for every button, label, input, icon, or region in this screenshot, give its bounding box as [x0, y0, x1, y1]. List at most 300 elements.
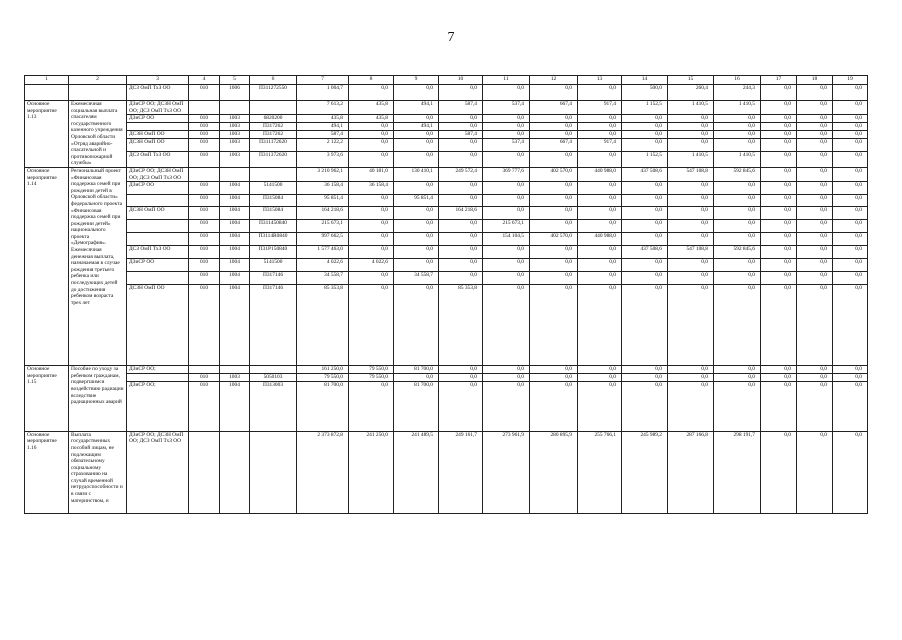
- cell-amount: 0,0: [394, 233, 439, 246]
- cell-amount: 0,0: [761, 130, 797, 138]
- column-header: 5: [220, 76, 250, 85]
- cell-amount: 287 166,8: [668, 431, 714, 513]
- cell-amount: 0,0: [668, 374, 714, 382]
- cell-amount: 547 108,8: [668, 167, 714, 181]
- cell-amount: 0,0: [530, 285, 578, 366]
- cell-amount: 0,0: [578, 123, 622, 131]
- cell-amount: 997 662,5: [297, 233, 349, 246]
- cell-amount: 0,0: [761, 85, 797, 101]
- cell-amount: 0,0: [530, 182, 578, 195]
- cell-code-section: 1004: [220, 182, 250, 195]
- cell-amount: 0,0: [833, 220, 868, 233]
- cell-amount: 0,0: [714, 207, 761, 220]
- cell-amount: 402 570,0: [530, 233, 578, 246]
- cell-amount: 0,0: [349, 151, 394, 167]
- cell-amount: 0,0: [622, 233, 668, 246]
- cell-amount: 0,0: [761, 207, 797, 220]
- cell-amount: 0,0: [797, 182, 833, 195]
- cell-amount: 435,8: [297, 115, 349, 123]
- cell-amount: 0,0: [439, 220, 483, 233]
- cell-amount: 0,0: [622, 195, 668, 207]
- cell-amount: 435,8: [349, 101, 394, 115]
- cell-amount: 592 845,6: [714, 246, 761, 259]
- cell-amount: 0,0: [349, 272, 394, 285]
- cell-executor: ДЗиСР ОО; ДСЗН ОмП ОО; ДСЗ ОмП ТхЗ ОО: [127, 101, 189, 115]
- column-header: 1: [25, 76, 69, 85]
- cell-code-grbs: [189, 101, 220, 115]
- cell-code-grbs: 010: [189, 220, 220, 233]
- cell-amount: 0,0: [797, 123, 833, 131]
- cell-amount: 298 191,7: [714, 431, 761, 513]
- cell-code-target: П313003: [250, 381, 297, 431]
- cell-amount: 0,0: [439, 246, 483, 259]
- cell-amount: 0,0: [483, 195, 530, 207]
- table-row: [25, 115, 868, 123]
- cell-amount: 0,0: [797, 246, 833, 259]
- cell-code-grbs: [189, 431, 220, 513]
- cell-amount: 241 250,0: [349, 431, 394, 513]
- cell-code-target: П317146: [250, 272, 297, 285]
- cell-amount: 0,0: [578, 272, 622, 285]
- cell-amount: 0,0: [622, 130, 668, 138]
- cell-amount: 0,0: [530, 246, 578, 259]
- cell-code-target: 5050103: [250, 374, 297, 382]
- cell-code-grbs: 010: [189, 130, 220, 138]
- cell-amount: 0,0: [578, 207, 622, 220]
- cell-amount: 0,0: [761, 195, 797, 207]
- cell-code-section: 1004: [220, 285, 250, 366]
- cell-amount: 0,0: [483, 259, 530, 272]
- cell-code-target: [250, 366, 297, 374]
- cell-code-grbs: [189, 366, 220, 374]
- cell-amount: 0,0: [797, 115, 833, 123]
- cell-amount: 0,0: [761, 285, 797, 366]
- cell-executor: [127, 220, 189, 233]
- cell-executor: ДЗиСР ОО: [127, 182, 189, 195]
- cell-amount: 0,0: [668, 366, 714, 374]
- cell-amount: 79 550,0: [349, 374, 394, 382]
- cell-amount: 0,0: [833, 285, 868, 366]
- cell-amount: 0,0: [797, 195, 833, 207]
- cell-amount: 494,1: [394, 101, 439, 115]
- cell-amount: 0,0: [394, 207, 439, 220]
- cell-event-label: Основное мероприятие 1.14: [25, 167, 69, 365]
- cell-amount: 0,0: [714, 285, 761, 366]
- cell-code-grbs: 010: [189, 272, 220, 285]
- cell-code-target: П311450840: [250, 220, 297, 233]
- cell-amount: 154 104,5: [483, 233, 530, 246]
- cell-amount: 0,0: [578, 374, 622, 382]
- cell-amount: 0,0: [530, 259, 578, 272]
- cell-code-grbs: 010: [189, 123, 220, 131]
- cell-amount: 0,0: [349, 85, 394, 101]
- cell-amount: 0,0: [761, 151, 797, 167]
- cell-amount: 0,0: [349, 130, 394, 138]
- cell-amount: 0,0: [714, 374, 761, 382]
- cell-code-target: 5141500: [250, 259, 297, 272]
- cell-amount: 0,0: [439, 195, 483, 207]
- cell-amount: 587,4: [439, 101, 483, 115]
- table-row: [25, 259, 868, 272]
- cell-amount: 0,0: [439, 381, 483, 431]
- cell-code-grbs: 010: [189, 85, 220, 101]
- cell-amount: 0,0: [530, 130, 578, 138]
- table-row: [25, 138, 868, 151]
- cell-amount: 0,0: [714, 259, 761, 272]
- cell-event-label: Основное мероприятие 1.13: [25, 101, 69, 168]
- cell-code-target: П311372620: [250, 151, 297, 167]
- cell-amount: 0,0: [797, 207, 833, 220]
- column-header: 10: [439, 76, 483, 85]
- cell-amount: 7 613,2: [297, 101, 349, 115]
- cell-amount: 0,0: [797, 101, 833, 115]
- cell-amount: 0,0: [833, 182, 868, 195]
- cell-code-section: 1003: [220, 123, 250, 131]
- cell-amount: 547 108,8: [668, 246, 714, 259]
- cell-amount: 36 158,4: [349, 182, 394, 195]
- cell-code-section: 1003: [220, 374, 250, 382]
- cell-amount: 0,0: [349, 381, 394, 431]
- cell-executor: ДЗиСР ОО: [127, 115, 189, 123]
- cell-amount: 81 700,0: [297, 381, 349, 431]
- cell-code-section: 1004: [220, 381, 250, 431]
- cell-amount: 494,1: [297, 123, 349, 131]
- cell-amount: 437 508,6: [622, 167, 668, 181]
- cell-amount: 3 973,6: [297, 151, 349, 167]
- table-row: [25, 366, 868, 374]
- table-row: [25, 123, 868, 131]
- cell-amount: 0,0: [530, 151, 578, 167]
- page-number: 7: [447, 30, 455, 45]
- cell-amount: 537,4: [483, 101, 530, 115]
- cell-amount: 0,0: [833, 130, 868, 138]
- cell-code-section: 1003: [220, 130, 250, 138]
- table-row: [25, 182, 868, 195]
- cell-amount: 0,0: [833, 195, 868, 207]
- cell-amount: 81 700,0: [394, 366, 439, 374]
- cell-amount: 0,0: [578, 366, 622, 374]
- table-row: [25, 195, 868, 207]
- cell-amount: 0,0: [797, 374, 833, 382]
- cell-amount: 0,0: [714, 233, 761, 246]
- cell-code-target: [250, 167, 297, 181]
- table-row: [25, 130, 868, 138]
- cell-amount: 0,0: [761, 431, 797, 513]
- cell-code-target: 5141500: [250, 182, 297, 195]
- column-header: 12: [530, 76, 578, 85]
- cell-code-grbs: 010: [189, 207, 220, 220]
- cell-amount: 0,0: [622, 259, 668, 272]
- cell-executor: ДСЗН ОмП ОО: [127, 285, 189, 366]
- cell-amount: 0,0: [833, 138, 868, 151]
- cell-amount: 273 961,9: [483, 431, 530, 513]
- cell-amount: 0,0: [714, 220, 761, 233]
- table-row: [25, 431, 868, 513]
- cell-amount: 2 373 872,8: [297, 431, 349, 513]
- cell-amount: 0,0: [578, 259, 622, 272]
- cell-amount: 0,0: [668, 195, 714, 207]
- cell-amount: 0,0: [530, 381, 578, 431]
- cell-code-section: [220, 366, 250, 374]
- cell-code-section: 1004: [220, 233, 250, 246]
- cell-amount: 0,0: [797, 272, 833, 285]
- cell-amount: 0,0: [622, 115, 668, 123]
- cell-description: Ежемесячная социальная выплата спасателям государственного казенного учреждения Орловской области «Отряд аварийно-спасательной и противопожарной службы»: [69, 101, 127, 168]
- cell-amount: 0,0: [622, 366, 668, 374]
- cell-code-grbs: 010: [189, 182, 220, 195]
- cell-code-section: 1004: [220, 220, 250, 233]
- cell-amount: 0,0: [394, 151, 439, 167]
- cell-amount: 0,0: [349, 195, 394, 207]
- cell-amount: 0,0: [668, 207, 714, 220]
- cell-amount: 0,0: [797, 151, 833, 167]
- cell-amount: 0,0: [797, 431, 833, 513]
- cell-amount: 0,0: [622, 138, 668, 151]
- column-header: 9: [394, 76, 439, 85]
- cell-amount: 917,4: [578, 101, 622, 115]
- cell-amount: 0,0: [714, 195, 761, 207]
- cell-code-grbs: 010: [189, 195, 220, 207]
- cell-amount: 0,0: [483, 85, 530, 101]
- cell-amount: 0,0: [483, 381, 530, 431]
- cell-code-target: П317262: [250, 130, 297, 138]
- column-header: 18: [797, 76, 833, 85]
- cell-code-target: [250, 431, 297, 513]
- column-header: 14: [622, 76, 668, 85]
- cell-amount: 0,0: [668, 182, 714, 195]
- cell-amount: 917,4: [578, 138, 622, 151]
- cell-executor: ДСЗН ОмП ОО: [127, 207, 189, 220]
- table-row: [25, 381, 868, 431]
- cell-amount: 0,0: [797, 259, 833, 272]
- column-header: 15: [668, 76, 714, 85]
- cell-amount: 0,0: [530, 374, 578, 382]
- cell-amount: 0,0: [530, 366, 578, 374]
- cell-amount: 0,0: [761, 366, 797, 374]
- cell-amount: 0,0: [714, 130, 761, 138]
- cell-amount: 0,0: [714, 115, 761, 123]
- cell-amount: 0,0: [622, 123, 668, 131]
- column-header: 6: [250, 76, 297, 85]
- cell-amount: 0,0: [714, 272, 761, 285]
- cell-code-target: П317146: [250, 285, 297, 366]
- cell-amount: 0,0: [833, 272, 868, 285]
- cell-amount: 40 181,0: [349, 167, 394, 181]
- cell-amount: 0,0: [797, 366, 833, 374]
- cell-amount: 0,0: [483, 366, 530, 374]
- cell-amount: 0,0: [714, 366, 761, 374]
- cell-amount: 0,0: [797, 233, 833, 246]
- cell-amount: 0,0: [483, 374, 530, 382]
- cell-amount: 2 122,2: [297, 138, 349, 151]
- cell-amount: 0,0: [833, 151, 868, 167]
- cell-amount: 0,0: [833, 381, 868, 431]
- cell-amount: 0,0: [530, 220, 578, 233]
- cell-amount: 437 508,6: [622, 246, 668, 259]
- column-header: 8: [349, 76, 394, 85]
- cell-executor: ДЗиСР ОО; ДСЗН ОмП ОО; ДСЗ ОмП ТхЗ ОО: [127, 431, 189, 513]
- column-header: 19: [833, 76, 868, 85]
- cell-description: Выплата государственных пособий лицам, не подлежащим обязательному социальному страхованию на случай временной нетрудоспособности и в связи с материнством, и: [69, 431, 127, 513]
- cell-amount: 1 410,5: [668, 151, 714, 167]
- cell-code-grbs: 010: [189, 285, 220, 366]
- cell-amount: 0,0: [622, 272, 668, 285]
- table-row: [25, 167, 868, 181]
- cell-amount: 0,0: [394, 220, 439, 233]
- cell-amount: 161 250,0: [297, 366, 349, 374]
- cell-code-grbs: 010: [189, 138, 220, 151]
- cell-amount: 0,0: [483, 115, 530, 123]
- cell-amount: 0,0: [622, 285, 668, 366]
- cell-amount: 0,0: [394, 246, 439, 259]
- cell-amount: 0,0: [833, 233, 868, 246]
- cell-executor: ДЗиСР ОО;: [127, 366, 189, 374]
- cell-amount: 0,0: [394, 374, 439, 382]
- cell-amount: 0,0: [761, 123, 797, 131]
- cell-amount: 4 022,6: [297, 259, 349, 272]
- cell-description: Пособие по уходу за ребенком гражданам, подвергшимся воздействию радиации вследствие радиационных аварий: [69, 366, 127, 432]
- cell-amount: 4 022,6: [349, 259, 394, 272]
- column-header: 4: [189, 76, 220, 85]
- cell-event-label: Основное мероприятие 1.15: [25, 366, 69, 432]
- column-header: 3: [127, 76, 189, 85]
- cell-amount: 587,4: [439, 130, 483, 138]
- cell-amount: 1 004,7: [297, 85, 349, 101]
- cell-amount: 0,0: [761, 220, 797, 233]
- cell-amount: 587,4: [297, 130, 349, 138]
- cell-amount: 0,0: [578, 182, 622, 195]
- column-header: 17: [761, 76, 797, 85]
- cell-amount: 0,0: [714, 381, 761, 431]
- cell-amount: 95 851,4: [394, 195, 439, 207]
- cell-amount: 0,0: [578, 151, 622, 167]
- column-header: 11: [483, 76, 530, 85]
- cell-code-grbs: 010: [189, 115, 220, 123]
- cell-executor: [127, 374, 189, 382]
- cell-amount: 0,0: [833, 207, 868, 220]
- cell-amount: 0,0: [761, 101, 797, 115]
- cell-amount: 244,3: [714, 85, 761, 101]
- cell-amount: 0,0: [833, 259, 868, 272]
- cell-amount: 215 673,1: [297, 220, 349, 233]
- cell-amount: 0,0: [668, 381, 714, 431]
- cell-amount: 0,0: [668, 115, 714, 123]
- cell-amount: 0,0: [622, 220, 668, 233]
- cell-code-grbs: 010: [189, 374, 220, 382]
- cell-amount: 260,4: [668, 85, 714, 101]
- cell-amount: 0,0: [530, 207, 578, 220]
- cell-description: [69, 85, 127, 101]
- cell-code-section: 1004: [220, 195, 250, 207]
- cell-amount: 0,0: [394, 115, 439, 123]
- cell-amount: 0,0: [578, 285, 622, 366]
- cell-code-grbs: 010: [189, 151, 220, 167]
- cell-amount: 1 152,5: [622, 151, 668, 167]
- cell-code-section: 1003: [220, 115, 250, 123]
- cell-code-target: П317262: [250, 123, 297, 131]
- cell-executor: ДСЗН ОмП ОО: [127, 130, 189, 138]
- cell-amount: 215 673,1: [483, 220, 530, 233]
- cell-executor: ДСЗ ОмП ТхЗ ОО: [127, 151, 189, 167]
- cell-code-grbs: 010: [189, 381, 220, 431]
- column-header: 2: [69, 76, 127, 85]
- cell-amount: 36 158,4: [297, 182, 349, 195]
- cell-amount: 0,0: [349, 220, 394, 233]
- cell-amount: 0,0: [833, 115, 868, 123]
- cell-amount: 1 152,5: [622, 101, 668, 115]
- cell-amount: 0,0: [761, 167, 797, 181]
- cell-amount: 0,0: [394, 85, 439, 101]
- cell-amount: 537,4: [483, 138, 530, 151]
- cell-code-target: П311172620: [250, 138, 297, 151]
- table-row: [25, 101, 868, 115]
- cell-amount: 0,0: [714, 182, 761, 195]
- cell-amount: 79 550,0: [349, 366, 394, 374]
- cell-amount: 0,0: [761, 246, 797, 259]
- cell-amount: 0,0: [668, 233, 714, 246]
- cell-amount: 34 558,7: [394, 272, 439, 285]
- cell-amount: 1 410,5: [714, 101, 761, 115]
- cell-amount: 1 410,5: [668, 101, 714, 115]
- cell-code-grbs: 010: [189, 259, 220, 272]
- cell-amount: 667,4: [530, 101, 578, 115]
- cell-amount: 0,0: [439, 85, 483, 101]
- cell-amount: 164 218,6: [439, 207, 483, 220]
- cell-executor: ДЗиСР ОО;: [127, 381, 189, 431]
- cell-amount: 0,0: [439, 115, 483, 123]
- cell-amount: 0,0: [833, 101, 868, 115]
- table-row: [25, 285, 868, 366]
- cell-executor: ДЗиСР ОО: [127, 259, 189, 272]
- cell-code-target: П311272550: [250, 85, 297, 101]
- cell-amount: 85 353,8: [439, 285, 483, 366]
- column-header: 7: [297, 76, 349, 85]
- cell-amount: 1 410,5: [714, 151, 761, 167]
- cell-code-target: 6820200: [250, 115, 297, 123]
- table-row: [25, 374, 868, 382]
- cell-amount: 0,0: [761, 233, 797, 246]
- cell-amount: 0,0: [349, 138, 394, 151]
- cell-amount: 0,0: [668, 220, 714, 233]
- column-header: 16: [714, 76, 761, 85]
- cell-amount: 0,0: [530, 115, 578, 123]
- cell-executor: [127, 233, 189, 246]
- cell-code-target: П315084: [250, 207, 297, 220]
- cell-code-target: П31Р150840: [250, 246, 297, 259]
- table-row: [25, 85, 868, 101]
- cell-amount: 0,0: [483, 207, 530, 220]
- cell-amount: 402 570,0: [530, 167, 578, 181]
- header-row: [25, 76, 868, 85]
- cell-amount: 0,0: [761, 138, 797, 151]
- cell-code-grbs: [189, 167, 220, 181]
- cell-code-section: 1003: [220, 138, 250, 151]
- cell-amount: 0,0: [483, 130, 530, 138]
- cell-amount: 249 161,7: [439, 431, 483, 513]
- cell-amount: 0,0: [439, 233, 483, 246]
- cell-code-section: [220, 101, 250, 115]
- table-row: [25, 246, 868, 259]
- cell-executor: [127, 123, 189, 131]
- cell-amount: 0,0: [833, 123, 868, 131]
- cell-amount: 0,0: [349, 246, 394, 259]
- cell-amount: 0,0: [439, 182, 483, 195]
- cell-event-label: [25, 85, 69, 101]
- cell-amount: 0,0: [530, 195, 578, 207]
- cell-amount: 0,0: [761, 381, 797, 431]
- cell-code-section: 1004: [220, 259, 250, 272]
- cell-amount: 0,0: [833, 167, 868, 181]
